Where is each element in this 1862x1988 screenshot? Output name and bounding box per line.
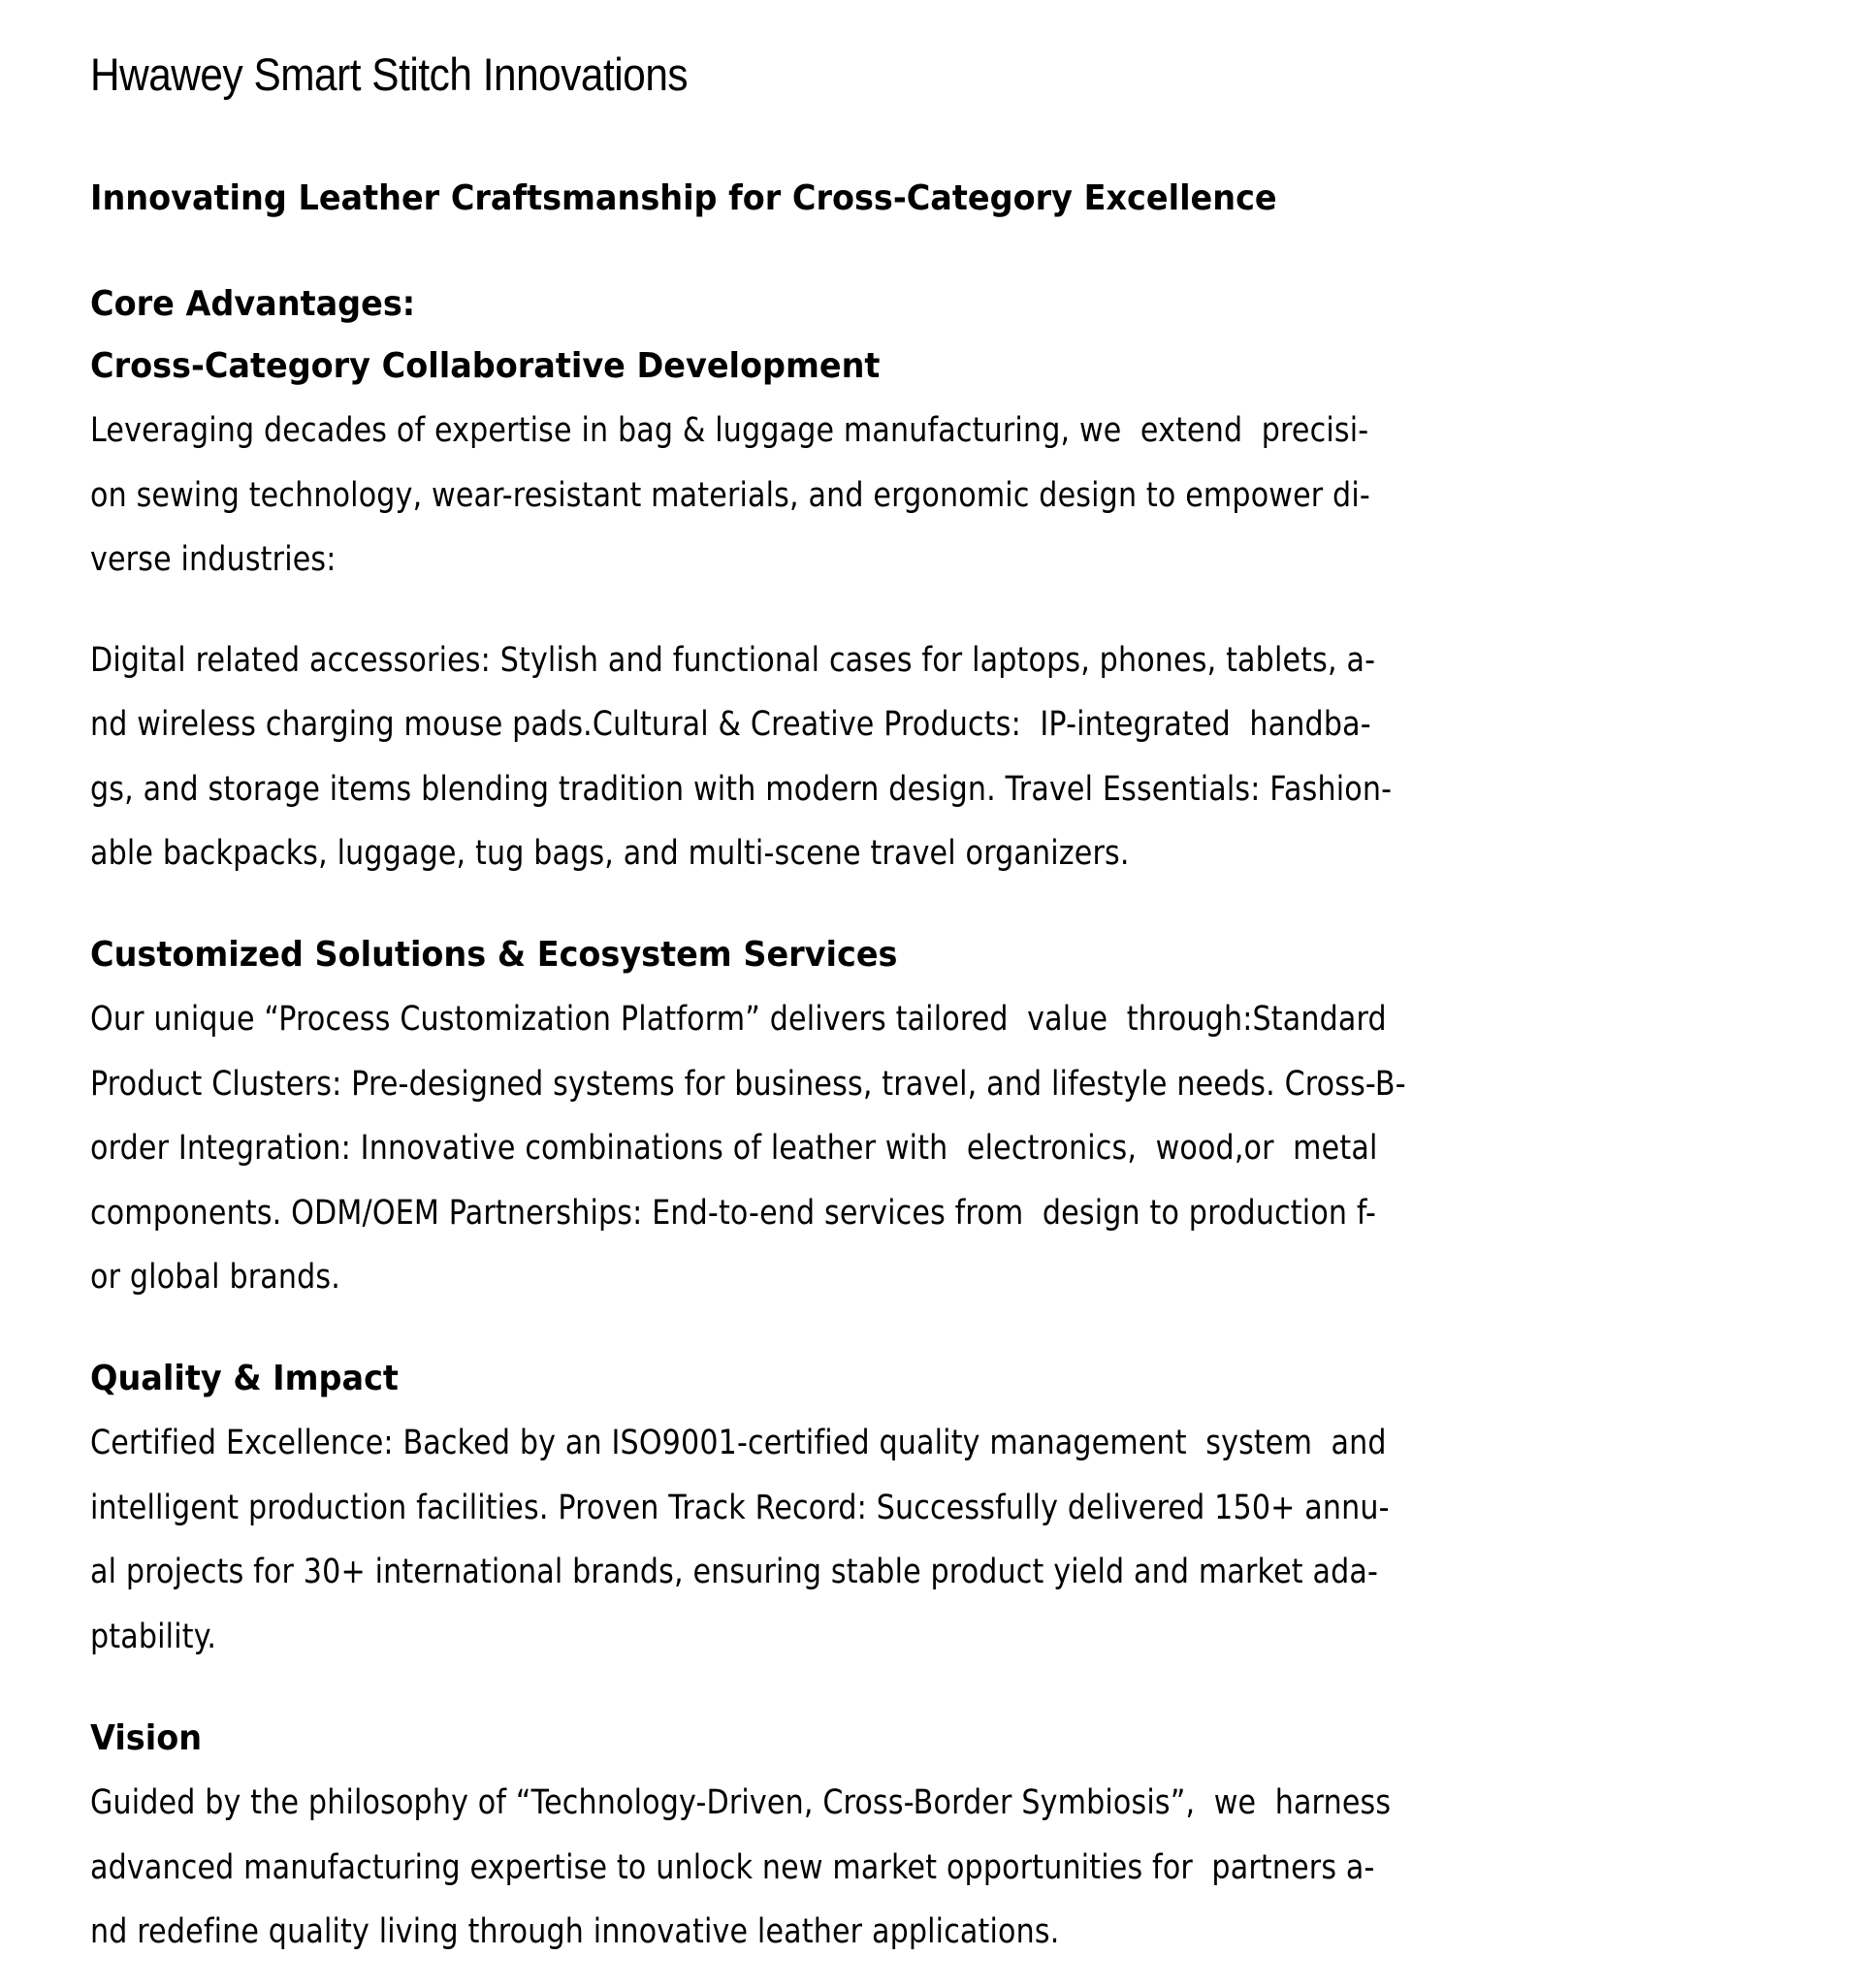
paragraph bbox=[90, 1771, 1778, 1965]
text-line: Leveraging decades of expertise in bag & luggage manufacturing, we extend precisi- bbox=[90, 411, 1369, 450]
text-line: gs, and storage items blending tradition with modern design. Travel Essentials: Fashion- bbox=[90, 769, 1393, 809]
section-heading: Cross-Category Collaborative Development bbox=[90, 346, 881, 386]
text-line: intelligent production facilities. Proven Track Record: Successfully delivered 150+ annu- bbox=[90, 1488, 1390, 1527]
section-vision bbox=[90, 1707, 1778, 1965]
section-quality-impact bbox=[90, 1347, 1778, 1669]
text-line: order Integration: Innovative combinations of leather with electronics, wood,or metal bbox=[90, 1129, 1378, 1168]
section-heading: Quality & Impact bbox=[90, 1359, 399, 1398]
text-line: Digital related accessories: Stylish and functional cases for laptops, phones, tablets, a- bbox=[90, 640, 1376, 680]
text-line: Guided by the philosophy of “Technology-Driven, Cross-Border Symbiosis”, we harness bbox=[90, 1783, 1392, 1822]
text-line: components. ODM/OEM Partnerships: End-to-end services from design to production f- bbox=[90, 1193, 1377, 1233]
text-line: nd wireless charging mouse pads.Cultural & Creative Products: IP-integrated handba- bbox=[90, 705, 1371, 744]
paragraph bbox=[90, 628, 1778, 886]
paragraph bbox=[90, 1411, 1778, 1669]
paragraph bbox=[90, 399, 1778, 593]
text-line: or global brands. bbox=[90, 1258, 341, 1297]
text-line: Certified Excellence: Backed by an ISO9001-certified quality management system and bbox=[90, 1424, 1387, 1462]
core-advantages-label: Core Advantages: bbox=[90, 284, 416, 324]
text-line: nd redefine quality living through innovative leather applications. bbox=[90, 1912, 1060, 1951]
tagline-heading: Innovating Leather Craftsmanship for Cross-Category Excellence bbox=[90, 177, 1277, 218]
text-line: ptability. bbox=[90, 1617, 217, 1656]
section-customized-solutions bbox=[90, 923, 1778, 1310]
text-line: al projects for 30+ international brands, ensuring stable product yield and market ada- bbox=[90, 1553, 1379, 1591]
company-title: Hwawey Smart Stitch Innovations bbox=[90, 48, 689, 101]
section-heading: Customized Solutions & Ecosystem Services bbox=[90, 935, 898, 975]
text-line: Product Clusters: Pre-designed systems for business, travel, and lifestyle needs. Cross-B- bbox=[90, 1064, 1406, 1104]
section-cross-category-development bbox=[90, 335, 1778, 886]
text-line: advanced manufacturing expertise to unlock new market opportunities for partners a- bbox=[90, 1847, 1375, 1887]
paragraph bbox=[90, 987, 1778, 1310]
text-line: able backpacks, luggage, tug bags, and multi-scene travel organizers. bbox=[90, 834, 1130, 873]
text-line: verse industries: bbox=[90, 540, 337, 579]
text-line: Our unique “Process Customization Platform” delivers tailored value through:Standard bbox=[90, 1000, 1387, 1039]
text-line: on sewing technology, wear-resistant materials, and ergonomic design to empower di- bbox=[90, 475, 1370, 515]
section-heading: Vision bbox=[90, 1718, 203, 1758]
